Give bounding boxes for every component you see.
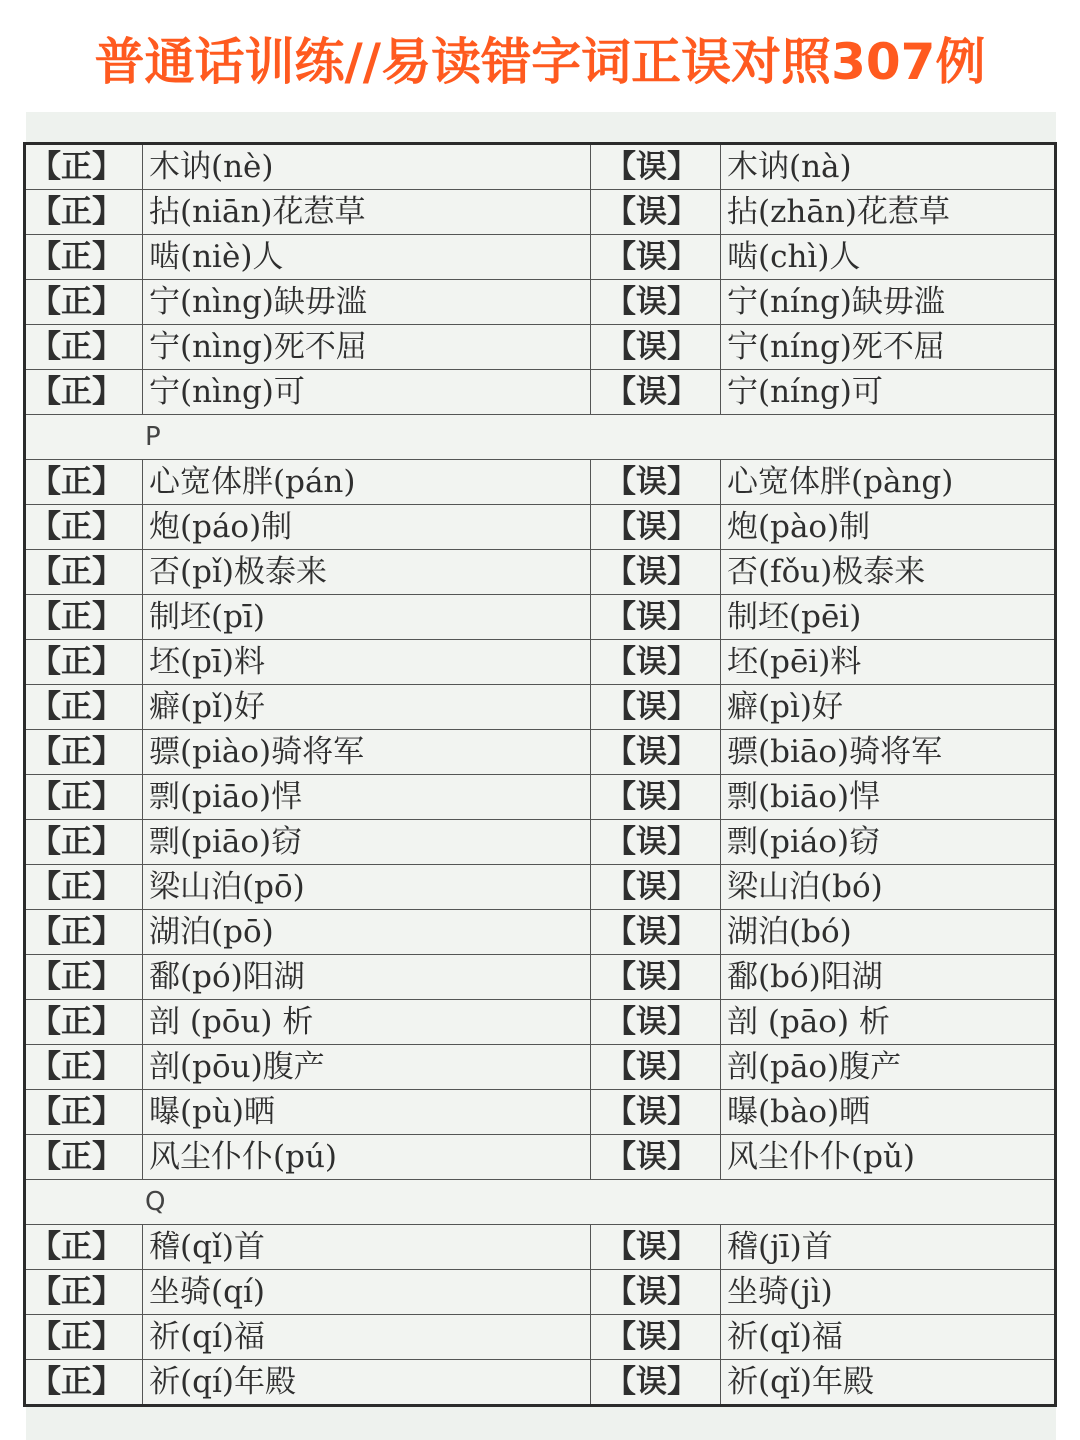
- correct-pronunciation: 心宽体胖(pán): [143, 460, 591, 505]
- wrong-label: 【误】: [591, 190, 721, 235]
- correct-pronunciation: 剖 (pōu) 析: [143, 1000, 591, 1045]
- correct-pronunciation: 剖(pōu)腹产: [143, 1045, 591, 1090]
- correct-pronunciation: 风尘仆仆(pú): [143, 1135, 591, 1180]
- wrong-label: 【误】: [591, 1090, 721, 1135]
- correct-label: 【正】: [25, 550, 143, 595]
- correct-pronunciation: 祈(qí)年殿: [143, 1360, 591, 1406]
- wrong-pronunciation: 心宽体胖(pàng): [721, 460, 1056, 505]
- correct-pronunciation: 曝(pù)晒: [143, 1090, 591, 1135]
- wrong-label: 【误】: [591, 1225, 721, 1270]
- table-row: [25, 1270, 1056, 1315]
- wrong-pronunciation: 剖 (pāo) 析: [721, 1000, 1056, 1045]
- table-row: [25, 640, 1056, 685]
- wrong-pronunciation: 湖泊(bó): [721, 910, 1056, 955]
- wrong-label: 【误】: [591, 460, 721, 505]
- correct-label: 【正】: [25, 910, 143, 955]
- table-row: [25, 1135, 1056, 1180]
- wrong-pronunciation: 宁(níng)死不屈: [721, 325, 1056, 370]
- table-row: [25, 325, 1056, 370]
- correct-label: 【正】: [25, 460, 143, 505]
- table-row: [25, 370, 1056, 415]
- wrong-pronunciation: 制坯(pēi): [721, 595, 1056, 640]
- wrong-label: 【误】: [591, 325, 721, 370]
- table-row: [25, 505, 1056, 550]
- correct-label: 【正】: [25, 820, 143, 865]
- wrong-pronunciation: 曝(bào)晒: [721, 1090, 1056, 1135]
- wrong-pronunciation: 坯(pēi)料: [721, 640, 1056, 685]
- wrong-label: 【误】: [591, 1000, 721, 1045]
- wrong-label: 【误】: [591, 775, 721, 820]
- wrong-pronunciation: 否(fǒu)极泰来: [721, 550, 1056, 595]
- wrong-pronunciation: 癖(pì)好: [721, 685, 1056, 730]
- wrong-label: 【误】: [591, 370, 721, 415]
- correct-label: 【正】: [25, 1090, 143, 1135]
- correct-pronunciation: 剽(piāo)悍: [143, 775, 591, 820]
- section-header-row: [25, 1180, 1056, 1225]
- correct-pronunciation: 宁(nìng)死不屈: [143, 325, 591, 370]
- table-row: [25, 955, 1056, 1000]
- correct-pronunciation: 啮(niè)人: [143, 235, 591, 280]
- wrong-pronunciation: 剖(pāo)腹产: [721, 1045, 1056, 1090]
- wrong-label: 【误】: [591, 1315, 721, 1360]
- table-row: [25, 865, 1056, 910]
- correct-label: 【正】: [25, 280, 143, 325]
- correct-pronunciation: 坐骑(qí): [143, 1270, 591, 1315]
- correct-label: 【正】: [25, 1315, 143, 1360]
- correct-pronunciation: 稽(qǐ)首: [143, 1225, 591, 1270]
- correct-label: 【正】: [25, 865, 143, 910]
- wrong-pronunciation: 祈(qǐ)福: [721, 1315, 1056, 1360]
- table-row: [25, 595, 1056, 640]
- wrong-label: 【误】: [591, 910, 721, 955]
- wrong-pronunciation: 坐骑(jì): [721, 1270, 1056, 1315]
- table-row: [25, 1045, 1056, 1090]
- correct-label: 【正】: [25, 505, 143, 550]
- correct-pronunciation: 鄱(pó)阳湖: [143, 955, 591, 1000]
- table-row: [25, 235, 1056, 280]
- wrong-label: 【误】: [591, 820, 721, 865]
- table-row: [25, 190, 1056, 235]
- comparison-table: [23, 142, 1057, 1407]
- correct-label: 【正】: [25, 955, 143, 1000]
- correct-label: 【正】: [25, 235, 143, 280]
- correct-label: 【正】: [25, 640, 143, 685]
- correct-label: 【正】: [25, 595, 143, 640]
- correct-pronunciation: 炮(páo)制: [143, 505, 591, 550]
- correct-label: 【正】: [25, 730, 143, 775]
- wrong-label: 【误】: [591, 1270, 721, 1315]
- correct-pronunciation: 宁(nìng)可: [143, 370, 591, 415]
- table-row: [25, 910, 1056, 955]
- table-row: [25, 1000, 1056, 1045]
- correct-pronunciation: 癖(pǐ)好: [143, 685, 591, 730]
- table-row: [25, 1315, 1056, 1360]
- correct-label: 【正】: [25, 1225, 143, 1270]
- wrong-label: 【误】: [591, 640, 721, 685]
- correct-pronunciation: 制坯(pī): [143, 595, 591, 640]
- wrong-pronunciation: 剽(piáo)窃: [721, 820, 1056, 865]
- table-row: [25, 820, 1056, 865]
- section-header-row: [25, 415, 1056, 460]
- table-body: [25, 144, 1056, 1406]
- wrong-label: 【误】: [591, 865, 721, 910]
- correct-label: 【正】: [30, 1364, 123, 1400]
- table-row: [25, 730, 1056, 775]
- correct-pronunciation: 梁山泊(pō): [143, 865, 591, 910]
- section-letter: P: [25, 415, 1056, 460]
- wrong-label: 【误】: [591, 1360, 721, 1406]
- wrong-label: 【误】: [591, 280, 721, 325]
- table-row: [25, 1360, 1056, 1406]
- wrong-label: 【误】: [591, 955, 721, 1000]
- wrong-label: 【误】: [591, 730, 721, 775]
- wrong-label: 【误】: [591, 595, 721, 640]
- wrong-pronunciation: 拈(zhān)花惹草: [721, 190, 1056, 235]
- page-title: 普通话训练//易读错字词正误对照307例: [94, 33, 986, 91]
- table-row: [25, 144, 1056, 190]
- correct-pronunciation: 祈(qí)福: [143, 1315, 591, 1360]
- table-row: [25, 280, 1056, 325]
- correct-pronunciation: 湖泊(pō): [143, 910, 591, 955]
- correct-label: 【正】: [25, 325, 143, 370]
- wrong-label: 【误】: [591, 550, 721, 595]
- wrong-pronunciation: 鄱(bó)阳湖: [721, 955, 1056, 1000]
- wrong-pronunciation: 骠(biāo)骑将军: [721, 730, 1056, 775]
- wrong-label: 【误】: [591, 235, 721, 280]
- correct-pronunciation: 骠(piào)骑将军: [143, 730, 591, 775]
- wrong-pronunciation: 祈(qǐ)年殿: [721, 1360, 1056, 1406]
- wrong-label: 【误】: [591, 144, 721, 190]
- correct-pronunciation: 否(pǐ)极泰来: [143, 550, 591, 595]
- correct-label: 【正】: [25, 1000, 143, 1045]
- correct-label: 【正】: [25, 190, 143, 235]
- wrong-pronunciation: 梁山泊(bó): [721, 865, 1056, 910]
- correct-label: 【正】: [25, 1135, 143, 1180]
- correct-pronunciation: 坯(pī)料: [143, 640, 591, 685]
- wrong-pronunciation: 炮(pào)制: [721, 505, 1056, 550]
- correct-pronunciation: 剽(piāo)窃: [143, 820, 591, 865]
- correct-label: 【正】: [25, 1270, 143, 1315]
- table-row: [25, 1225, 1056, 1270]
- table-row: [25, 550, 1056, 595]
- wrong-pronunciation: 风尘仆仆(pǔ): [721, 1135, 1056, 1180]
- correct-pronunciation: 拈(niān)花惹草: [143, 190, 591, 235]
- correct-label: 【正】: [25, 1045, 143, 1090]
- correct-label: 【正】: [25, 685, 143, 730]
- correct-pronunciation: 木讷(nè): [143, 144, 591, 190]
- correct-label: 【正】: [25, 775, 143, 820]
- table-row: [25, 460, 1056, 505]
- table-row: [25, 685, 1056, 730]
- correct-label: 【正】: [25, 144, 143, 190]
- table-row: [25, 1090, 1056, 1135]
- wrong-pronunciation: 剽(biāo)悍: [721, 775, 1056, 820]
- correct-pronunciation: 宁(nìng)缺毋滥: [143, 280, 591, 325]
- section-letter: Q: [25, 1180, 1056, 1225]
- wrong-pronunciation: 稽(jī)首: [721, 1225, 1056, 1270]
- wrong-label: 【误】: [591, 1045, 721, 1090]
- wrong-pronunciation: 木讷(nà): [721, 144, 1056, 190]
- table-row: [25, 775, 1056, 820]
- wrong-label: 【误】: [591, 505, 721, 550]
- correct-label: 【正】: [25, 370, 143, 415]
- wrong-pronunciation: 宁(níng)可: [721, 370, 1056, 415]
- wrong-label: 【误】: [591, 1135, 721, 1180]
- wrong-pronunciation: 宁(níng)缺毋滥: [721, 280, 1056, 325]
- wrong-label: 【误】: [591, 685, 721, 730]
- wrong-pronunciation: 啮(chì)人: [721, 235, 1056, 280]
